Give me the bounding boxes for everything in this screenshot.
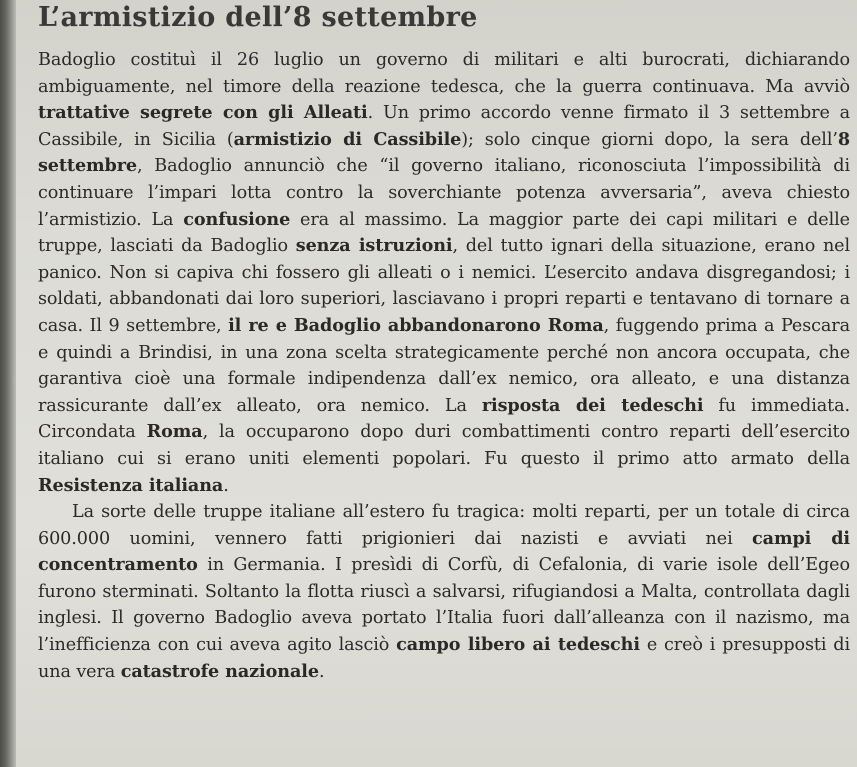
text-run: , la occuparono dopo duri combattimenti contro reparti dell’esercito italiano cui si erano uniti elementi popolari. Fu questo il primo atto armato della bbox=[38, 422, 850, 469]
bold-text-run: catastrofe nazionale bbox=[120, 660, 319, 682]
text-run: in Germania. I presìdi di Corfù, di Cefalonia, di varie isole dell’Egeo furono sterminati. Soltanto la flotta riuscì a salvarsi, rifugiandosi a Malta, controllata dagli inglesi. Il governo Badoglio aveva portato l’Italia fuori dall’alleanza con il nazismo, ma l’inefficienza con cui aveva agito lasciò bbox=[38, 555, 850, 656]
bold-text-run: campi di concentramento bbox=[38, 527, 850, 576]
bold-text-run: trattative segrete con gli Alleati bbox=[38, 102, 368, 124]
bold-text-run: armistizio di Cassibile bbox=[233, 128, 462, 150]
text-run: e creò i presupposti di una vera bbox=[38, 635, 850, 682]
page-gutter-shadow bbox=[0, 0, 16, 767]
text-run: fu immediata. Circondata bbox=[38, 395, 850, 443]
bold-text-run: senza istruzioni bbox=[295, 235, 453, 257]
bold-text-run: Roma bbox=[146, 421, 203, 443]
text-run: , Badoglio annunciò che “il governo italiano, riconosciuta l’impossibilità di continuare l’impari lotta contro la soverchiante potenza avversaria”, aveva chiesto l’armistizio. La bbox=[38, 156, 850, 230]
body-text bbox=[38, 47, 850, 685]
text-run: La sorte delle truppe italiane all’estero fu tragica: molti reparti, per un totale di circa 600.000 uomini, vennero fatti prigionieri dai nazisti e avviati nei bbox=[38, 502, 850, 549]
text-run: ); solo cinque giorni dopo, la sera dell’ bbox=[461, 129, 838, 150]
text-run: era al massimo. La maggior parte dei capi militari e delle truppe, lasciati da Badoglio bbox=[38, 209, 850, 257]
text-run: , del tutto ignari della situazione, erano nel panico. Non si capiva chi fossero gli alleati o i nemici. L’esercito andava disgregandosi; i soldati, abbandonati dai loro superiori, lasciavano i propri reparti e tentavano di tornare a casa. Il 9 settembre, bbox=[38, 236, 851, 336]
paragraph-armistice bbox=[38, 47, 850, 499]
section-title: L’armistizio dell’8 settembre bbox=[38, 2, 478, 33]
text-run: Badoglio costituì il 26 luglio un governo di militari e alti burocrati, dichiarando ambiguamente, nel timore della reazione tedesca, che la guerra continuava. Ma avviò bbox=[38, 50, 850, 97]
text-run: . Un primo accordo venne firmato il 3 settembre a Cassibile, in Sicilia ( bbox=[38, 103, 850, 150]
text-run: . bbox=[223, 475, 229, 496]
bold-text-run: il re e Badoglio abbandonarono Roma bbox=[228, 314, 604, 336]
bold-text-run: campo libero ai tedeschi bbox=[396, 634, 640, 656]
bold-text-run: risposta dei tedeschi bbox=[481, 394, 704, 416]
paragraph-troops-fate bbox=[38, 499, 850, 685]
bold-text-run: 8 settembre bbox=[38, 128, 850, 177]
text-run: , fuggendo prima a Pescara e quindi a Brindisi, in una zona scelta strategicamente perché non ancora occupata, che garantiva cioè una formale indipendenza dall’ex nemico, ora alleato, e una distanza rassicurante dall’ex alleato, ora nemico. La bbox=[38, 315, 851, 416]
bold-text-run: confusione bbox=[183, 208, 291, 230]
text-run: . bbox=[318, 661, 325, 682]
bold-text-run: Resistenza italiana bbox=[38, 474, 224, 496]
